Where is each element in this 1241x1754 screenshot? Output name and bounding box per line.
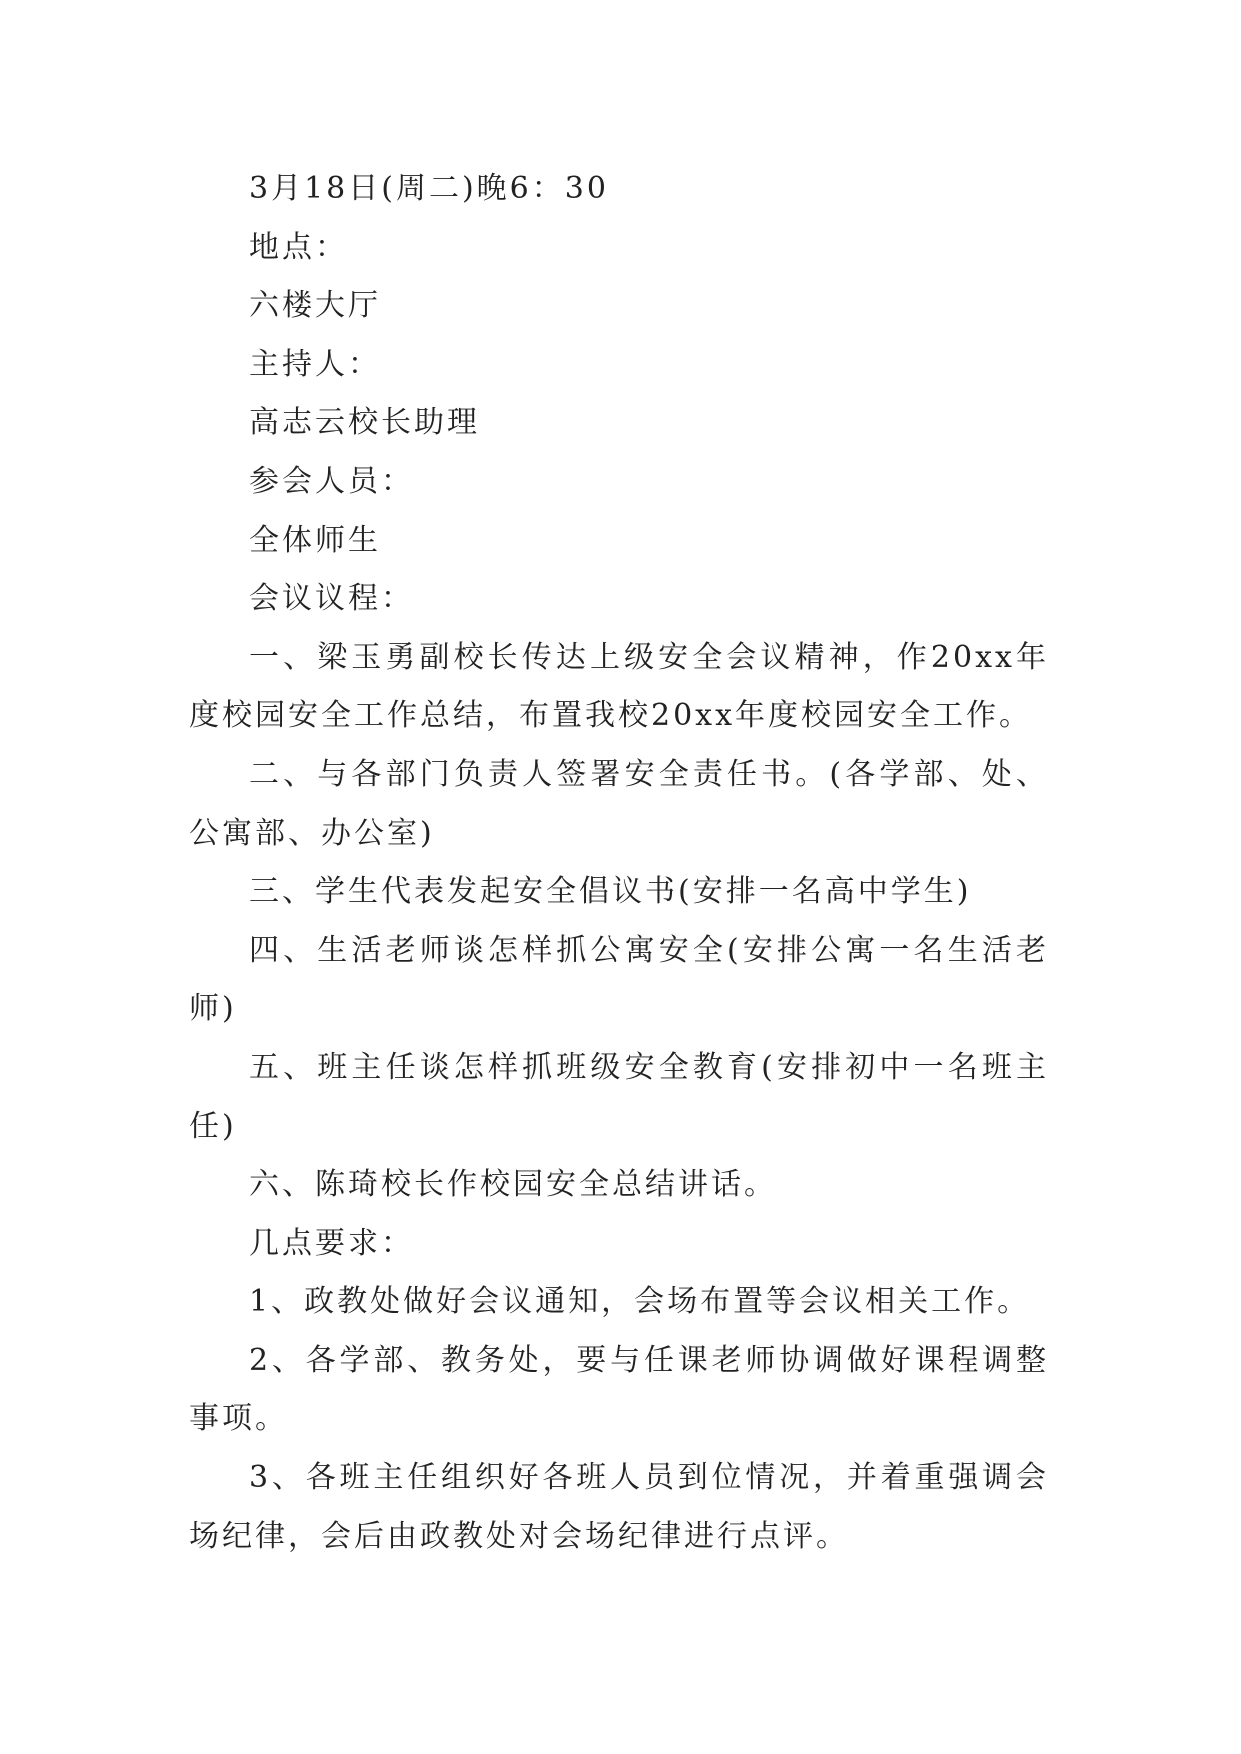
location-value: 六楼大厅: [249, 288, 381, 324]
requirement-1: 1、政教处做好会议通知，会场布置等会议相关工作。: [249, 1284, 1031, 1320]
agenda-item-4: 四、生活老师谈怎样抓公寓安全(安排公寓一名生活老师): [189, 932, 1049, 1027]
agenda-item-2: 二、与各部门负责人签署安全责任书。(各学部、处、公寓部、办公室): [189, 756, 1049, 851]
agenda-item-1: 一、梁玉勇副校长传达上级安全会议精神，作20xx年度校园安全工作总结，布置我校20xx年度校园安全工作。: [189, 639, 1049, 734]
agenda-item-6: 六、陈琦校长作校园安全总结讲话。: [249, 1167, 777, 1203]
host-label: 主持人：: [249, 346, 381, 382]
location-label: 地点：: [249, 229, 348, 265]
meeting-time: 3月18日(周二)晚6：30: [249, 171, 609, 206]
agenda-label: 会议议程：: [249, 581, 414, 617]
requirements-label: 几点要求：: [249, 1225, 414, 1261]
host-value: 高志云校长助理: [249, 405, 480, 441]
requirement-3: 3、各班主任组织好各班人员到位情况，并着重强调会场纪律，会后由政教处对会场纪律进行点评。: [189, 1460, 1049, 1554]
requirement-2: 2、各学部、教务处，要与任课老师协调做好课程调整事项。: [189, 1342, 1049, 1437]
agenda-item-3: 三、学生代表发起安全倡议书(安排一名高中学生): [249, 874, 972, 910]
attendees-value: 全体师生: [249, 522, 381, 558]
document-body: [189, 160, 1049, 1566]
agenda-item-5: 五、班主任谈怎样抓班级安全教育(安排初中一名班主任): [189, 1049, 1049, 1144]
attendees-label: 参会人员：: [249, 463, 414, 499]
